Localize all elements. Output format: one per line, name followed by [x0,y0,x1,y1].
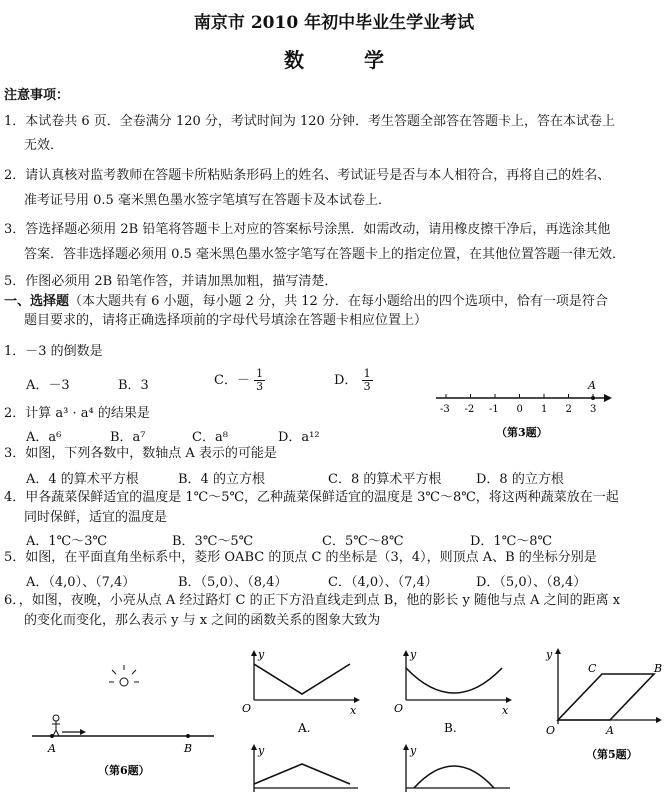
graph-b-o: O [394,702,404,715]
exam-title: 南京市 2010 年初中毕业生学业考试 [193,13,475,33]
q1-c-prefix: C．－ [214,373,250,388]
q1-d-fraction [362,368,373,393]
fig6-caption: （第6题） [98,764,150,777]
graph-a-y: y [258,648,265,661]
q5-stem: 5．如图，在平面直角坐标系中，菱形 OABC 的顶点 C 的坐标是（3，4），则顶点 A、B 的坐标分别是 [4,550,597,565]
q3-option-a: A．4 的算术平方根 [26,472,139,487]
notes-heading: 注意事项： [4,88,70,103]
q1-c-den: 3 [256,380,264,393]
q1-d-den: 3 [363,380,371,393]
q2-option-c: C．a⁸ [192,430,228,445]
q6-stem-2: 的变化而变化，那么表示 y 与 x 之间的函数关系的图象大致为 [24,613,381,628]
q2-stem: 2．计算 a³ · a⁴ 的结果是 [4,406,150,421]
section-label: 一、选择题 [4,294,70,309]
q5-option-b: B．（5,0）、（8,4） [178,575,288,590]
fig5-rhombus [540,644,666,764]
graph-b-y: y [410,648,417,661]
fig5-y: y [546,648,553,661]
fig3-caption: （第3题） [496,426,548,439]
note-5: 5．作图必须用 2B 铅笔作答，并请加黑加粗，描写清楚． [4,274,338,289]
graph-c-y: y [258,744,265,757]
q3-option-c: C．8 的算术平方根 [328,472,442,487]
graph-d-y: y [410,744,417,757]
q2-option-a: A．a⁶ [26,430,62,445]
nl-tick-label: 0 [516,404,523,415]
q1-d-num: 1 [363,367,371,380]
street-lamp-icon [109,665,139,686]
nl-tick-label: -2 [464,404,475,415]
q1-c-fraction [254,368,265,393]
nl-point-a: A [588,379,596,392]
graph-option-a [238,646,368,738]
q2-option-b: B．a⁷ [110,430,146,445]
nl-tick-label: 3 [590,404,597,415]
graph-a-x: x [350,704,357,717]
fig5-b: B [654,662,663,675]
section-desc-1: （本大题共有 6 小题，每小题 2 分，共 12 分．在每小题给出的四个选项中，恰有一项是符合 [69,294,608,309]
q1-option-a: A．－3 [26,378,70,393]
q2-option-d: D．a¹² [278,430,320,445]
q4-option-c: C．5℃～8℃ [322,534,404,549]
nl-tick-label: -3 [440,404,450,415]
q1-option-c [214,368,265,393]
note-1: 1．本试卷共 6 页．全卷满分 120 分，考试时间为 120 分钟．考生答题全部答在答题卡上，答在本试卷上 [4,114,615,129]
q1-stem: 1．－3 的倒数是 [4,344,103,359]
q1-option-b: B．3 [118,378,149,393]
nl-tick-label: 2 [565,404,572,415]
graph-a-o: O [242,702,252,715]
person-icon [52,715,60,736]
note-3: 3．答选择题必须用 2B 铅笔将答题卡上对应的答案标号涂黑．如需改动，请用橡皮擦干净后，再选涂其他 [4,222,611,237]
q4-option-a: A．1℃～3℃ [26,534,108,549]
note-3-cont: 答案．答非选择题必须用 0.5 毫米黑色墨水签字笔写在答题卡上的指定位置，在其他位置答题一律无效． [24,247,625,262]
fig5-o: O [546,724,556,737]
graph-b-x: x [502,704,509,717]
fig6-label-b: B [184,742,193,755]
number-line-figure [432,378,618,440]
graph-b-label: B. [444,721,457,735]
nl-tick-label: 1 [541,404,548,415]
graph-option-b [390,646,520,738]
graph-option-c [238,740,368,792]
subject-title: 数学 [284,48,444,72]
fig6-scene [28,660,218,784]
q1-option-d [334,368,373,393]
fig5-a: A [606,724,614,737]
q6-stem-1: 6．，如图，夜晚，小亮从点 A 经过路灯 C 的正下方沿直线走到点 B，他的影长 y 随他与点 A 之间的距离 x [4,593,621,608]
q3-stem: 3．如图，下列各数中，数轴点 A 表示的可能是 [4,446,277,461]
q5-option-c: C．（4,0）、（7,4） [328,575,438,590]
q1-c-num: 1 [256,367,264,380]
q3-option-b: B．4 的立方根 [178,472,265,487]
q4-option-d: D．1℃～8℃ [470,534,553,549]
q5-option-d: D．（5,0）、（8,4） [476,575,587,590]
fig5-caption: （第5题） [586,748,638,761]
fig6-label-a: A [48,742,56,755]
section-desc-2: 题目要求的，请将正确选择项前的字母代号填涂在答题卡相应位置上） [24,313,428,328]
fig5-c: C [588,662,597,675]
graph-a-label: A. [298,721,311,735]
q4-option-b: B．3℃～5℃ [172,534,254,549]
q1-d-prefix: D． [334,373,358,388]
note-1-cont: 无效． [24,138,64,153]
graph-option-d [390,740,520,792]
q4-stem-2: 同时保鲜，适宜的温度是 [24,510,168,525]
note-2-cont: 准考证号用 0.5 毫米黑色墨水签字笔填写在答题卡及本试卷上． [24,193,391,208]
q5-option-a: A．（4,0）、（7,4） [26,575,136,590]
direction-arrow-icon [80,729,86,735]
nl-tick-label: -1 [489,404,499,415]
q4-stem-1: 4．甲各蔬菜保鲜适宜的温度是 1℃～5℃，乙种蔬菜保鲜适宜的温度是 3℃～8℃，将这两种蔬菜放在一起 [4,490,619,505]
section-heading [4,292,608,312]
q3-option-d: D．8 的立方根 [476,472,564,487]
note-2: 2．请认真核对监考教师在答题卡所粘贴条形码上的姓名、考试证号是否与本人相符合，再将自己的姓名、 [4,168,611,183]
